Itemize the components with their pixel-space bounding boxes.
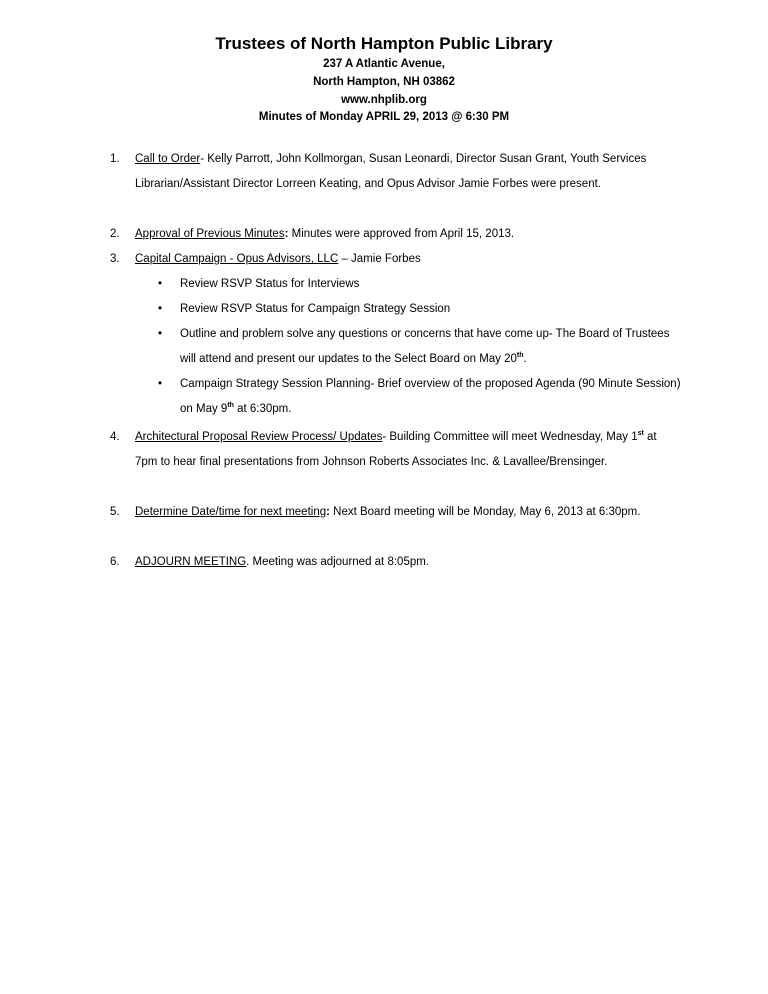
item-text: Minutes were approved from April 15, 2013. — [288, 228, 515, 240]
item-text: . Meeting was adjourned at 8:05pm. — [246, 556, 430, 568]
item-colon: : — [284, 228, 289, 240]
meeting-date: Minutes of Monday APRIL 29, 2013 @ 6:30 PM — [258, 111, 510, 123]
item-text: – Jamie Forbes — [338, 253, 421, 265]
item-colon: : — [326, 506, 330, 518]
bullet-icon: • — [158, 328, 163, 340]
item-heading: Capital Campaign - Opus Advisors, LLC — [135, 253, 339, 265]
bullet-icon: • — [158, 378, 163, 390]
item-number: 4. — [110, 431, 120, 443]
document-title: Trustees of North Hampton Public Library — [215, 34, 553, 53]
bullet-item — [155, 272, 685, 297]
item-number: 5. — [110, 506, 120, 518]
address-line-1: 237 A Atlantic Avenue, — [323, 58, 445, 70]
bullet-icon: • — [158, 303, 163, 315]
bullet-item — [155, 297, 685, 322]
bullet-item — [155, 372, 685, 422]
item-superscript: st — [637, 430, 644, 437]
agenda-item-adjourn — [110, 550, 670, 575]
item-number: 6. — [110, 556, 120, 568]
item-text-end: at 7pm to hear final presentations from Johnson Roberts Associates Inc. & Lavallee/Brensinger. — [135, 431, 657, 468]
item-heading: Call to Order — [135, 153, 201, 165]
item-text: Next Board meeting will be Monday, May 6, 2013 at 6:30pm. — [329, 506, 641, 518]
agenda-item-architectural-proposal — [110, 425, 670, 475]
bullet-text: Outline and problem solve any questions or concerns that have come up- The Board of Trustees will attend and present our updates to the Select Board on May 20 — [180, 328, 670, 365]
bullet-text-end: . — [523, 353, 527, 365]
address-line-2: North Hampton, NH 03862 — [313, 76, 455, 88]
agenda-item-approval — [110, 222, 670, 247]
item-heading: ADJOURN MEETING — [135, 556, 247, 568]
agenda-item-call-to-order — [110, 147, 670, 197]
item-heading: Determine Date/time for next meeting — [135, 506, 327, 518]
bullet-superscript: th — [516, 352, 524, 359]
bullet-superscript: th — [227, 402, 234, 409]
bullet-text: Campaign Strategy Session Planning- Brief overview of the proposed Agenda (90 Minute Session) on May 9 — [180, 378, 681, 415]
item-number: 1. — [110, 153, 120, 165]
agenda-item-next-meeting — [110, 500, 670, 525]
item-text: - Building Committee will meet Wednesday, May 1 — [382, 431, 638, 443]
item-number: 2. — [110, 228, 120, 240]
bullet-text: Review RSVP Status for Interviews — [180, 278, 360, 290]
item-text: - Kelly Parrott, John Kollmorgan, Susan Leonardi, Director Susan Grant, Youth Services Librarian/Assistant Director Lorreen Keating, and Opus Advisor Jamie Forbes were present. — [135, 153, 647, 190]
agenda-item-capital-campaign — [110, 247, 670, 272]
bullet-item — [155, 322, 685, 372]
bullet-text: Review RSVP Status for Campaign Strategy Session — [180, 303, 451, 315]
website: www.nhplib.org — [341, 94, 427, 106]
bullet-icon: • — [158, 278, 163, 290]
bullet-text-end: at 6:30pm. — [233, 403, 292, 415]
item-number: 3. — [110, 253, 120, 265]
item-heading: Architectural Proposal Review Process/ Updates — [135, 431, 383, 443]
campaign-bullet-list — [155, 272, 685, 422]
item-heading: Approval of Previous Minutes — [135, 228, 285, 240]
